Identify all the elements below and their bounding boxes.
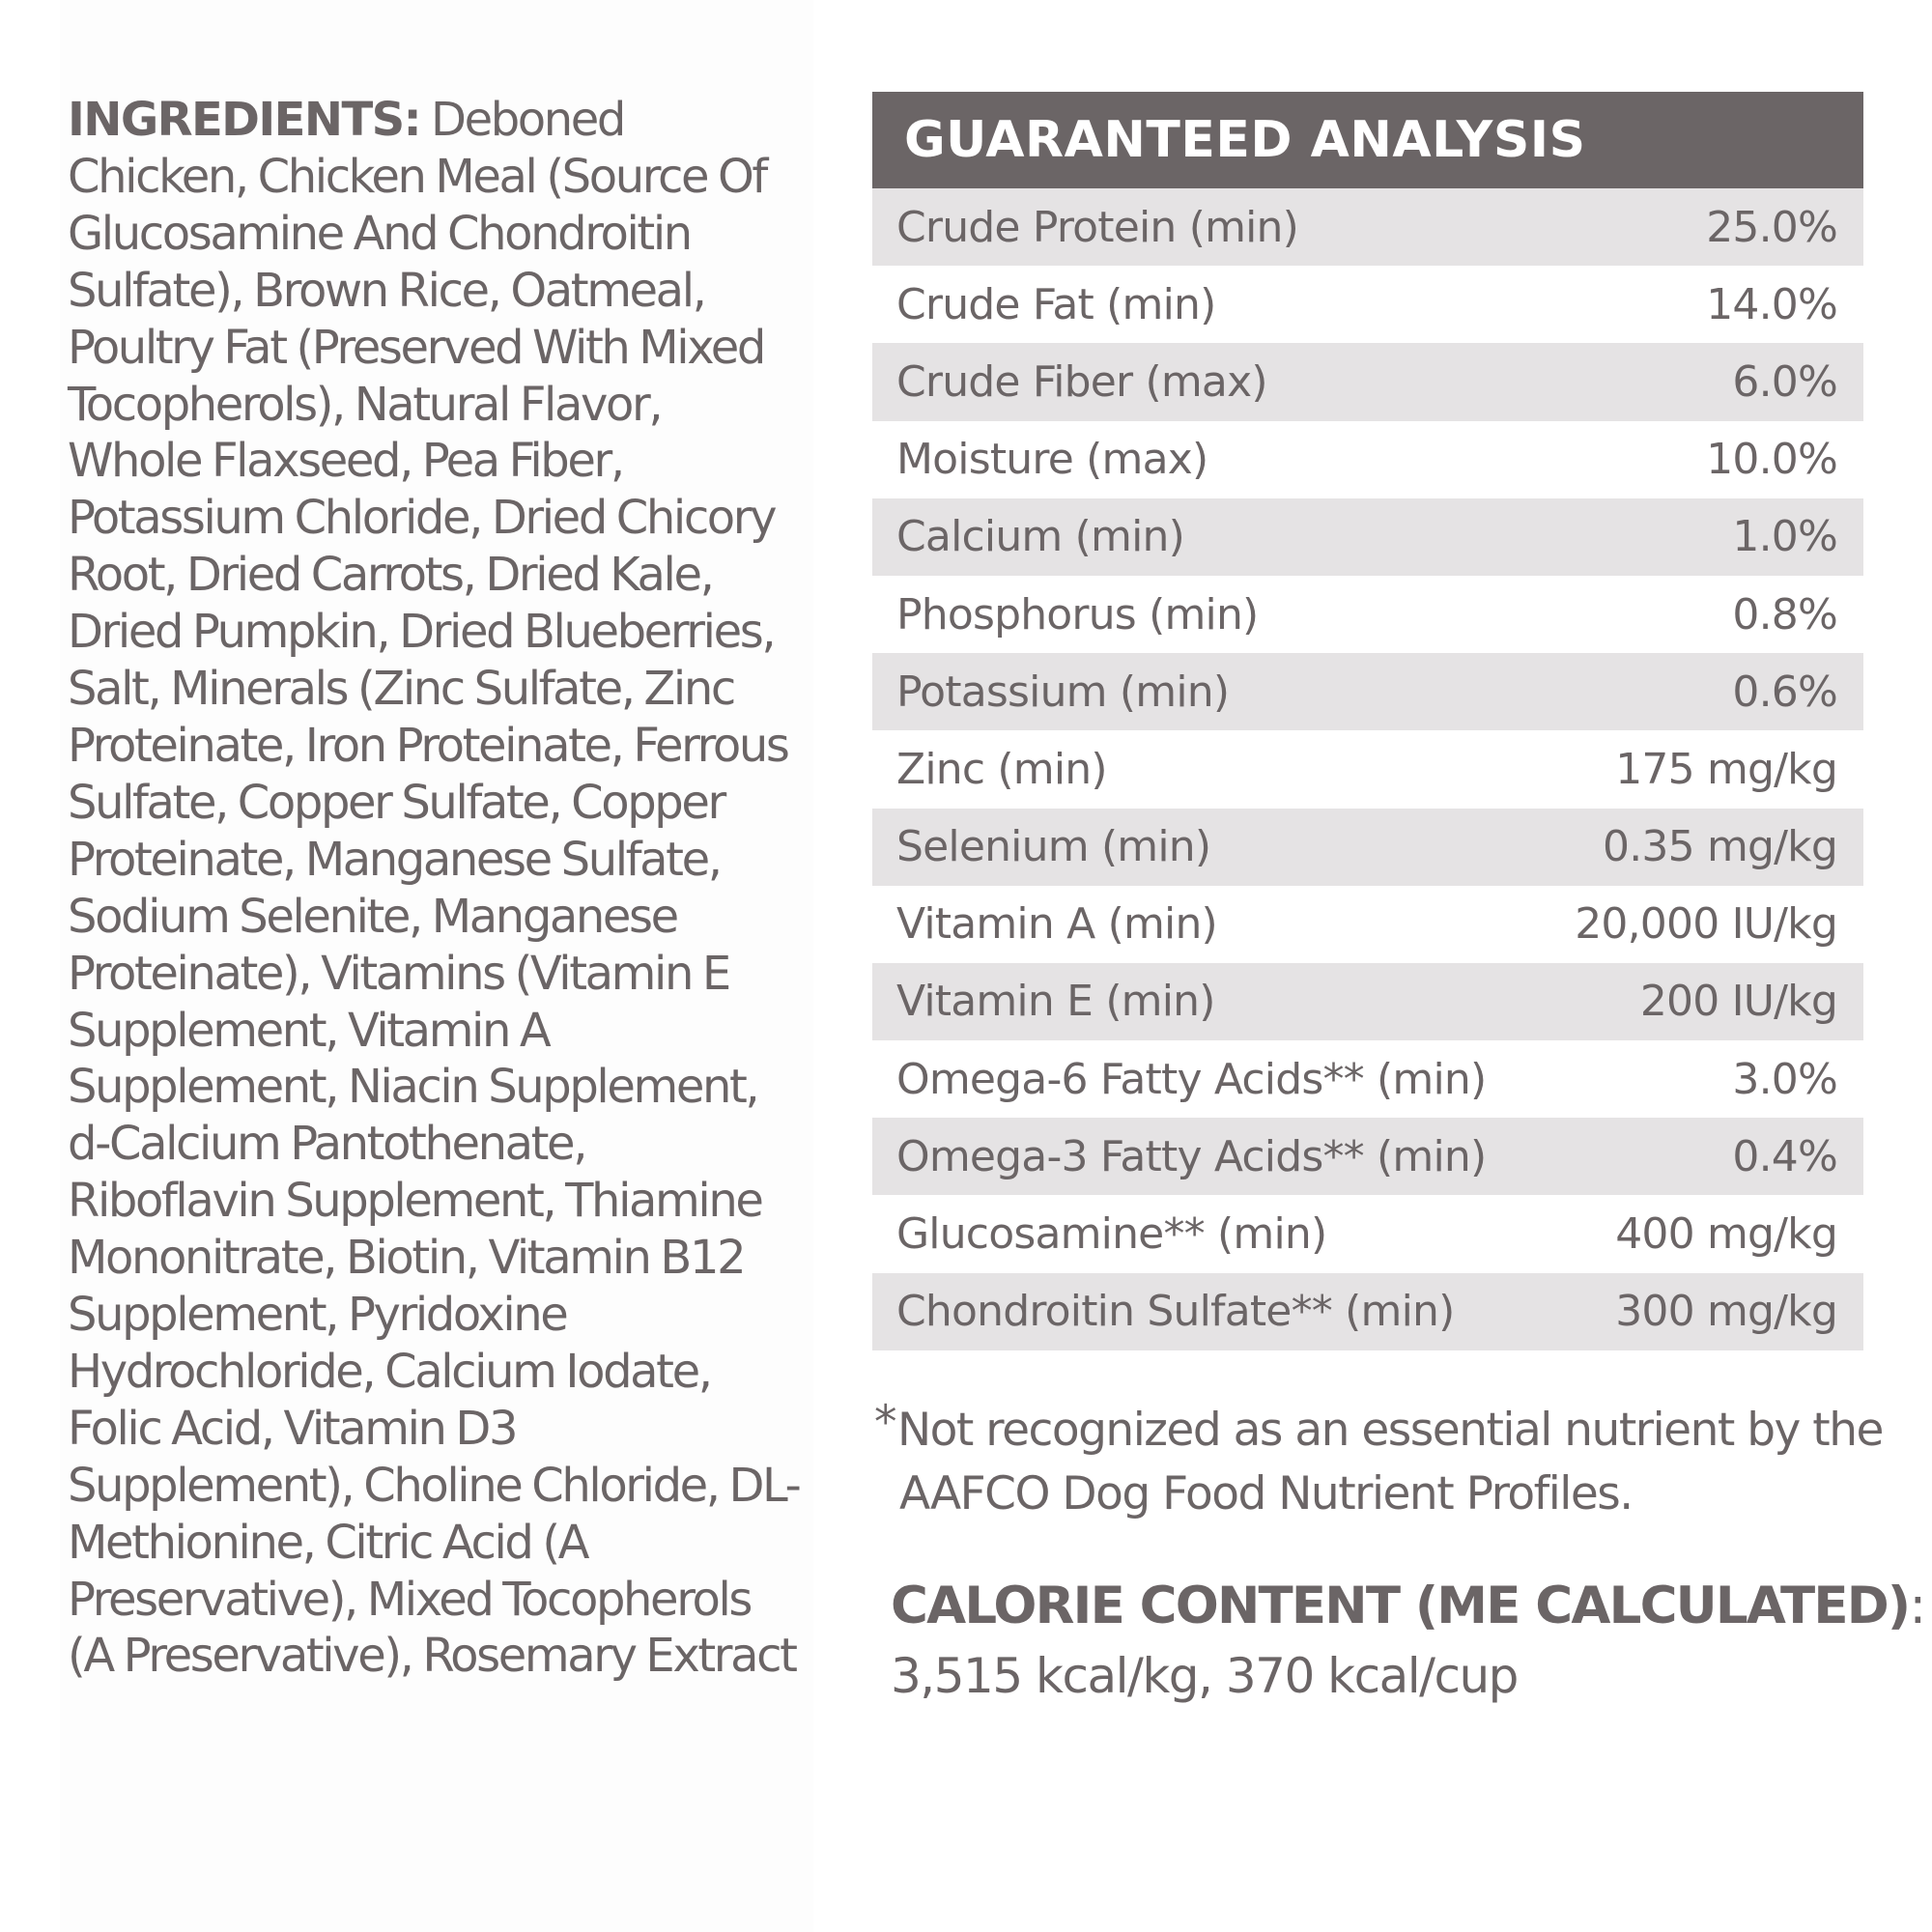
nutrient-value: 400 mg/kg bbox=[1615, 1209, 1837, 1260]
nutrient-value: 0.35 mg/kg bbox=[1603, 822, 1837, 872]
nutrient-name: Glucosamine** (min) bbox=[896, 1209, 1327, 1260]
nutrient-name: Crude Fat (min) bbox=[896, 279, 1216, 329]
ingredients-paragraph bbox=[68, 92, 802, 1685]
analysis-row bbox=[872, 266, 1863, 343]
nutrient-value: 6.0% bbox=[1732, 356, 1837, 407]
analysis-row bbox=[872, 1118, 1863, 1195]
nutrient-name: Selenium (min) bbox=[896, 822, 1211, 872]
analysis-row bbox=[872, 421, 1863, 498]
analysis-row bbox=[872, 576, 1863, 653]
nutrient-name: Phosphorus (min) bbox=[896, 589, 1259, 639]
nutrient-value: 14.0% bbox=[1706, 279, 1837, 329]
analysis-row bbox=[872, 963, 1863, 1040]
footnote-marker: * bbox=[874, 1396, 895, 1449]
calorie-content-heading bbox=[891, 1577, 1924, 1635]
analysis-row bbox=[872, 1040, 1863, 1118]
calorie-content-value: 3,515 kcal/kg, 370 kcal/cup bbox=[891, 1648, 1518, 1704]
nutrient-value: 20,000 IU/kg bbox=[1575, 899, 1837, 950]
nutrient-value: 0.6% bbox=[1732, 667, 1837, 717]
analysis-row bbox=[872, 188, 1863, 266]
analysis-row bbox=[872, 653, 1863, 730]
nutrient-value: 3.0% bbox=[1732, 1054, 1837, 1104]
footnote bbox=[874, 1396, 1898, 1526]
calorie-content-title: CALORIE CONTENT (ME CALCULATED) bbox=[891, 1577, 1910, 1635]
guaranteed-analysis-title: GUARANTEED ANALYSIS bbox=[872, 92, 1863, 188]
footnote-line-2: AAFCO Dog Food Nutrient Profiles. bbox=[899, 1467, 1633, 1520]
analysis-row bbox=[872, 730, 1863, 808]
nutrient-value: 10.0% bbox=[1706, 435, 1837, 485]
nutrient-value: 0.4% bbox=[1732, 1131, 1837, 1181]
nutrient-value: 300 mg/kg bbox=[1615, 1287, 1837, 1337]
nutrient-value: 175 mg/kg bbox=[1615, 744, 1837, 794]
nutrient-name: Omega-3 Fatty Acids** (min) bbox=[896, 1131, 1487, 1181]
nutrient-name: Vitamin A (min) bbox=[896, 899, 1217, 950]
nutrient-value: 25.0% bbox=[1706, 202, 1837, 252]
analysis-row bbox=[872, 809, 1863, 886]
nutrient-name: Moisture (max) bbox=[896, 435, 1208, 485]
analysis-row bbox=[872, 1195, 1863, 1272]
nutrient-name: Chondroitin Sulfate** (min) bbox=[896, 1287, 1455, 1337]
nutrient-name: Omega-6 Fatty Acids** (min) bbox=[896, 1054, 1487, 1104]
nutrient-value: 1.0% bbox=[1732, 512, 1837, 562]
nutrient-name: Crude Protein (min) bbox=[896, 202, 1299, 252]
guaranteed-analysis-table bbox=[872, 188, 1863, 1350]
nutrient-name: Zinc (min) bbox=[896, 744, 1107, 794]
ingredients-label: INGREDIENTS: bbox=[68, 93, 421, 147]
nutrient-name: Potassium (min) bbox=[896, 667, 1230, 717]
analysis-row bbox=[872, 886, 1863, 963]
nutrient-name: Vitamin E (min) bbox=[896, 977, 1215, 1027]
nutrient-name: Calcium (min) bbox=[896, 512, 1184, 562]
nutrient-value: 0.8% bbox=[1732, 589, 1837, 639]
analysis-row bbox=[872, 498, 1863, 576]
analysis-row bbox=[872, 343, 1863, 420]
nutrient-value: 200 IU/kg bbox=[1639, 977, 1837, 1027]
ingredients-text: Deboned Chicken, Chicken Meal (Source Of Glucosamine And Chondroitin Sulfate), Brown Rice, Oatmeal, Poultry Fat (Preserved With Mixed Tocopherols), Natural Flavor, Whole Flaxseed, Pea Fiber, Potassium Chloride, Dried Chicory Root, Dried Carrots, Dried Kale, Dried Pumpkin, Dried Blueberries, Salt, Minerals (Zinc Sulfate, Zinc Proteinate, Iron Proteinate, Ferrous Sulfate, Copper Sulfate, Copper Proteinate, Manganese Sulfate, Sodium Selenite, Manganese Proteinate), Vitamins (Vitamin E Supplement, Vitamin A Supplement, Niacin Supplement, d-Calcium Pantothenate, Riboflavin Supplement, Thiamine Mononitrate, Biotin, Vitamin B12 Supplement, Pyridoxine Hydrochloride, Calcium Iodate, Folic Acid, Vitamin D3 Supplement), Choline Chloride, DL-Methionine, Citric Acid (A Preservative), Mixed Tocopherols (A Preservative), Rosemary Extract bbox=[68, 93, 800, 1684]
footnote-line-1: Not recognized as an essential nutrient by the bbox=[897, 1404, 1883, 1457]
analysis-row bbox=[872, 1273, 1863, 1350]
calorie-content-colon: : bbox=[1909, 1577, 1925, 1635]
nutrient-name: Crude Fiber (max) bbox=[896, 356, 1267, 407]
